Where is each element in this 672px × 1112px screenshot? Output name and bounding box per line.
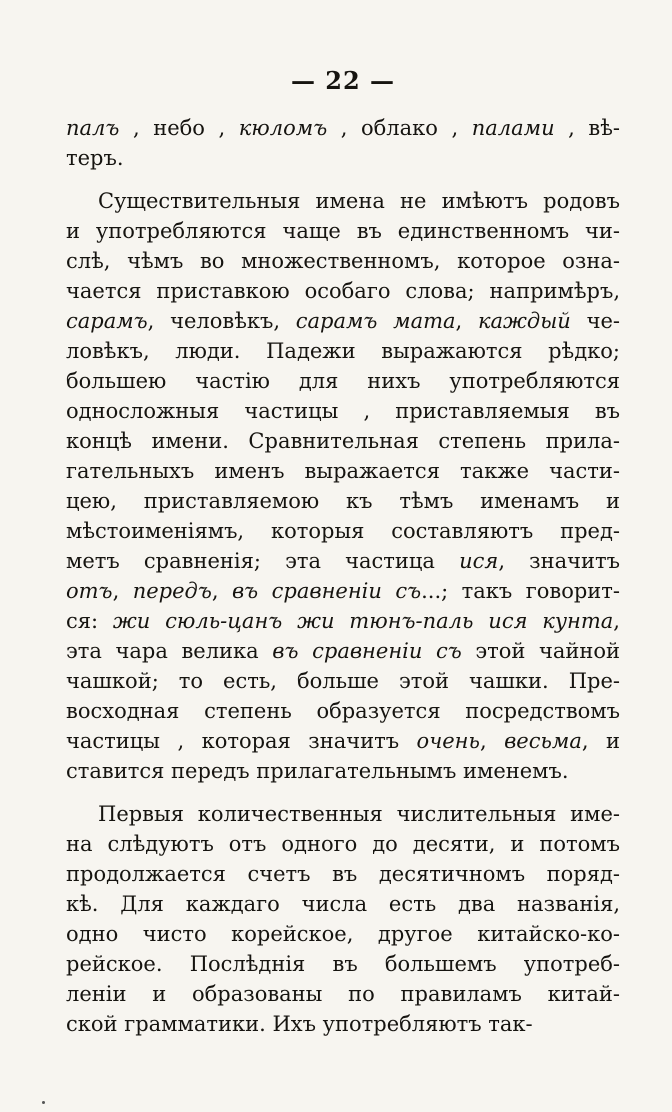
text-line: [66, 143, 620, 173]
text-run: , и: [581, 729, 620, 753]
text-run: , вѣ-: [554, 116, 620, 140]
text-line: [66, 576, 620, 606]
text-line: [66, 829, 620, 859]
text-line: [66, 186, 620, 216]
text-run: че-: [570, 309, 620, 333]
italic-word: отъ: [66, 579, 113, 603]
text-line: [66, 919, 620, 949]
text-run: этой чайной: [461, 639, 620, 663]
paragraph: [66, 799, 620, 1039]
text-line: [66, 396, 620, 426]
text-run: ской грамматики. Ихъ употребляютъ так-: [66, 1012, 533, 1036]
text-run: большею частію для нихъ употребляются: [66, 369, 620, 393]
text-line: [66, 516, 620, 546]
text-line: [66, 666, 620, 696]
text-run: ,: [613, 609, 620, 633]
text-run: продолжается счетъ въ десятичномъ поряд-: [66, 862, 620, 886]
text-run: концѣ имени. Сравнительная степень прила-: [66, 429, 620, 453]
text-run: метъ сравненія; эта частица: [66, 549, 460, 573]
text-line: [66, 696, 620, 726]
text-run: на слѣдуютъ отъ одного до десяти, и потомъ: [66, 832, 620, 856]
text-run: слѣ, чѣмъ во множественномъ, которое озна-: [66, 249, 620, 273]
text-line: [66, 799, 620, 829]
text-run: ...; такъ говорит-: [421, 579, 620, 603]
text-line: [66, 456, 620, 486]
page-number: — 22 —: [290, 66, 396, 95]
text-line: [66, 336, 620, 366]
text-run: частицы , которая значитъ: [66, 729, 417, 753]
text-line: [66, 949, 620, 979]
body-text: [66, 113, 620, 1039]
text-run: , значитъ: [498, 549, 620, 573]
text-line: [66, 636, 620, 666]
text-line: [66, 246, 620, 276]
text-run: теръ.: [66, 146, 124, 170]
text-run: ся:: [66, 609, 113, 633]
text-line: [66, 306, 620, 336]
italic-word: сарамъ: [66, 309, 148, 333]
text-run: леніи и образованы по правиламъ китай-: [66, 982, 620, 1006]
italic-word: очень: [416, 729, 480, 753]
text-run: одно чисто корейское, другое китайско-ко-: [66, 922, 620, 946]
italic-word: кюломъ: [238, 116, 328, 140]
text-run: ставится передъ прилагательнымъ именемъ.: [66, 759, 569, 783]
text-line: [66, 426, 620, 456]
text-run: , человѣкъ,: [147, 309, 296, 333]
text-run: мѣстоименіямъ, которыя составляютъ пред-: [66, 519, 620, 543]
scan-speck: [42, 1101, 45, 1104]
text-run: рейское. Послѣднія въ большемъ употреб-: [66, 952, 620, 976]
text-line: [66, 606, 620, 636]
text-line: [66, 276, 620, 306]
italic-word: ися: [459, 549, 499, 573]
italic-word: палами: [471, 116, 555, 140]
italic-word: передъ: [132, 579, 212, 603]
italic-word: каждый: [477, 309, 571, 333]
text-run: гательныхъ именъ выражается также части-: [66, 459, 620, 483]
text-run: восходная степень образуется посредствомъ: [66, 699, 620, 723]
paragraph: [66, 186, 620, 786]
text-run: кѣ. Для каждаго числа есть два названія,: [66, 892, 620, 916]
text-run: ,: [479, 729, 505, 753]
text-run: , облако ,: [327, 116, 472, 140]
text-line: [66, 366, 620, 396]
italic-word: весьма: [504, 729, 582, 753]
text-line: [66, 979, 620, 1009]
paragraph: [66, 113, 620, 173]
text-line: [66, 113, 620, 143]
italic-word: въ сравненіи съ: [272, 639, 462, 663]
text-line: [66, 859, 620, 889]
text-run: ,: [112, 579, 133, 603]
text-run: Первыя количественныя числительныя име-: [98, 802, 620, 826]
text-line: [66, 216, 620, 246]
italic-word: въ сравненіи съ: [231, 579, 422, 603]
text-run: ловѣкъ, люди. Падежи выражаются рѣдко;: [66, 339, 620, 363]
text-run: эта чара велика: [66, 639, 273, 663]
text-run: , небо ,: [119, 116, 239, 140]
italic-word: жи сюль-цанъ жи тюнъ-паль ися кунта: [112, 609, 614, 633]
text-run: и употребляются чаще въ единственномъ чи-: [66, 219, 620, 243]
text-line: [66, 486, 620, 516]
text-run: цею, приставляемою къ тѣмъ именамъ и: [66, 489, 620, 513]
italic-word: сарамъ мата: [295, 309, 456, 333]
text-run: чается приставкою особаго слова; напримѣръ,: [66, 279, 620, 303]
text-line: [66, 1009, 620, 1039]
text-run: односложныя частицы , приставляемыя въ: [66, 399, 620, 423]
text-run: чашкой; то есть, больше этой чашки. Пре-: [66, 669, 620, 693]
text-run: ,: [211, 579, 232, 603]
italic-word: палъ: [66, 116, 120, 140]
text-run: ,: [455, 309, 478, 333]
text-line: [66, 546, 620, 576]
text-line: [66, 756, 620, 786]
text-run: Существительныя имена не имѣютъ родовъ: [98, 189, 620, 213]
text-line: [66, 889, 620, 919]
text-line: [66, 726, 620, 756]
